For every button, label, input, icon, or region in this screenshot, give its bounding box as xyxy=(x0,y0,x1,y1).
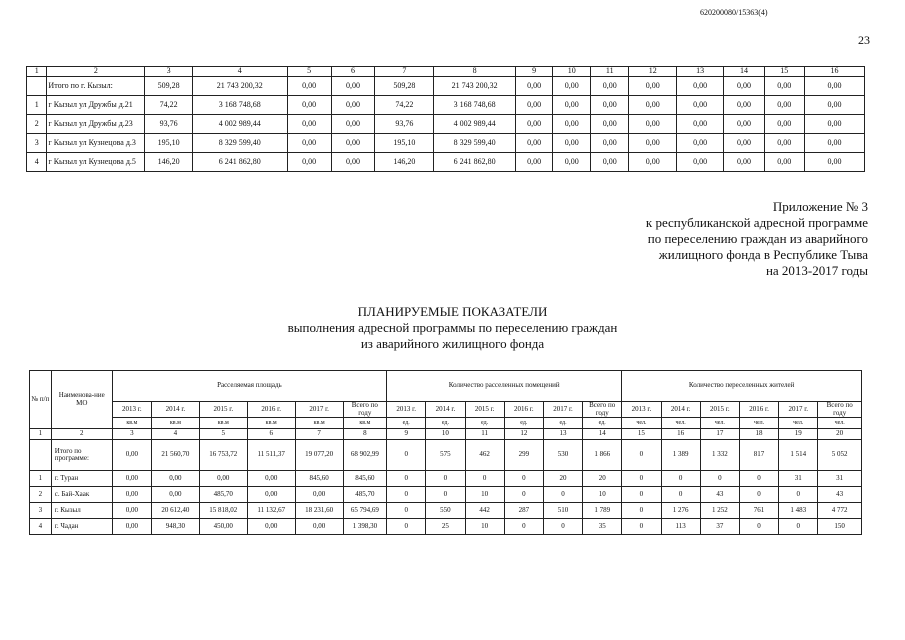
year-header: 2013 г. xyxy=(387,402,426,418)
table-cell: 0 xyxy=(622,471,661,487)
table-cell: 37 xyxy=(700,519,739,535)
top-table-cell: 74,22 xyxy=(375,96,434,115)
table-cell: 19 077,20 xyxy=(295,440,343,471)
table-cell: 0 xyxy=(543,487,582,503)
unit-header: кв.м xyxy=(151,418,199,429)
top-table-header-cell: 10 xyxy=(553,67,591,77)
unit-header: кв.м xyxy=(199,418,247,429)
table-cell: 0 xyxy=(739,519,778,535)
page-number: 23 xyxy=(858,33,870,47)
top-table-header-cell: 11 xyxy=(590,67,628,77)
unit-header: кв.м xyxy=(112,418,151,429)
table-cell: 0,00 xyxy=(295,519,343,535)
table-cell: 20 612,40 xyxy=(151,503,199,519)
table-cell: 43 xyxy=(700,487,739,503)
table-cell: Итого по программе: xyxy=(51,440,112,471)
table-cell: 1 389 xyxy=(661,440,700,471)
top-table-cell: 0,00 xyxy=(553,153,591,172)
top-table-cell: г Кызыл ул Дружбы д.21 xyxy=(47,96,145,115)
column-index-cell: 20 xyxy=(818,429,862,440)
top-table-cell: 0,00 xyxy=(764,115,804,134)
top-table-cell: 3 xyxy=(27,134,47,153)
column-index-cell: 9 xyxy=(387,429,426,440)
table-cell xyxy=(30,440,52,471)
top-table-cell: 2 xyxy=(27,115,47,134)
table-cell: 15 818,02 xyxy=(199,503,247,519)
table-cell: 25 xyxy=(426,519,465,535)
table-cell: 1 866 xyxy=(583,440,622,471)
year-header: Всего по году xyxy=(343,402,387,418)
table-cell: 442 xyxy=(465,503,504,519)
top-table-cell: 21 743 200,32 xyxy=(434,77,515,96)
table-cell: 35 xyxy=(583,519,622,535)
table-cell: 0,00 xyxy=(151,471,199,487)
table-cell: 0 xyxy=(387,519,426,535)
table-cell: 65 794,69 xyxy=(343,503,387,519)
top-table-cell: 1 xyxy=(27,96,47,115)
unit-header: ед. xyxy=(426,418,465,429)
table-cell: 510 xyxy=(543,503,582,519)
table-cell: 761 xyxy=(739,503,778,519)
top-table-header-cell: 9 xyxy=(515,67,553,77)
table-cell: 0,00 xyxy=(112,471,151,487)
top-table-cell: 0,00 xyxy=(287,134,331,153)
table-cell: 0,00 xyxy=(112,440,151,471)
table-cell: 0 xyxy=(622,503,661,519)
table-cell: 0 xyxy=(465,471,504,487)
top-table-cell: 0,00 xyxy=(515,115,553,134)
column-index-cell: 4 xyxy=(151,429,199,440)
table-cell: 5 052 xyxy=(818,440,862,471)
table-cell: 16 753,72 xyxy=(199,440,247,471)
table-cell: 4 xyxy=(30,519,52,535)
top-table-header-cell: 4 xyxy=(192,67,287,77)
table-cell: 0 xyxy=(426,471,465,487)
table-cell: 450,00 xyxy=(199,519,247,535)
table-cell: 150 xyxy=(818,519,862,535)
top-table-cell: 0,00 xyxy=(629,115,676,134)
table-cell: 0 xyxy=(426,487,465,503)
table-cell: 575 xyxy=(426,440,465,471)
top-table-cell: 0,00 xyxy=(287,153,331,172)
top-table-cell: 195,10 xyxy=(145,134,192,153)
table-cell: 0 xyxy=(504,519,543,535)
unit-header: чел. xyxy=(779,418,818,429)
table-cell: 43 xyxy=(818,487,862,503)
top-table xyxy=(26,66,865,172)
table-cell: 0,00 xyxy=(247,471,295,487)
table-cell: 1 xyxy=(30,471,52,487)
column-index-cell: 15 xyxy=(622,429,661,440)
top-table-cell: 0,00 xyxy=(676,96,723,115)
year-header: 2017 г. xyxy=(543,402,582,418)
table-cell: 18 231,60 xyxy=(295,503,343,519)
table-cell: 0,00 xyxy=(112,519,151,535)
table-cell: 0 xyxy=(543,519,582,535)
top-table-cell: 0,00 xyxy=(590,96,628,115)
top-table-header-cell: 15 xyxy=(764,67,804,77)
table-cell: 11 511,37 xyxy=(247,440,295,471)
unit-header: чел. xyxy=(661,418,700,429)
top-table-cell: г Кызыл ул Кузнецова д.3 xyxy=(47,134,145,153)
top-table-cell: 0,00 xyxy=(553,77,591,96)
table-cell: 20 xyxy=(583,471,622,487)
year-header: 2016 г. xyxy=(739,402,778,418)
top-table-cell: 0,00 xyxy=(287,115,331,134)
table-cell: 31 xyxy=(818,471,862,487)
column-index-cell: 12 xyxy=(504,429,543,440)
top-table-cell: 3 168 748,68 xyxy=(434,96,515,115)
top-table-header-cell: 2 xyxy=(47,67,145,77)
top-table-cell: 0,00 xyxy=(676,115,723,134)
column-index-cell: 11 xyxy=(465,429,504,440)
appendix-block xyxy=(646,199,868,279)
top-table-cell: 0,00 xyxy=(590,115,628,134)
top-table-row xyxy=(27,77,865,96)
unit-header: ед. xyxy=(387,418,426,429)
table-cell: 10 xyxy=(583,487,622,503)
appendix-line: на 2013-2017 годы xyxy=(765,263,868,278)
table-cell: 1 332 xyxy=(700,440,739,471)
table-cell: с. Бай-Хаак xyxy=(51,487,112,503)
table-cell: 1 276 xyxy=(661,503,700,519)
table-row xyxy=(30,487,862,503)
year-header: 2015 г. xyxy=(199,402,247,418)
table-cell: 287 xyxy=(504,503,543,519)
table-cell: 1 789 xyxy=(583,503,622,519)
unit-header: чел. xyxy=(622,418,661,429)
top-table-cell: 509,28 xyxy=(145,77,192,96)
year-header: Всего по году xyxy=(818,402,862,418)
table-cell: 0,00 xyxy=(247,487,295,503)
top-table-header-cell: 13 xyxy=(676,67,723,77)
table-cell: 462 xyxy=(465,440,504,471)
top-table-cell: 0,00 xyxy=(331,134,375,153)
appendix-line: по переселению граждан из аварийного xyxy=(647,231,868,246)
title-line: выполнения адресной программы по переселению граждан xyxy=(287,320,618,335)
table-cell: 1 252 xyxy=(700,503,739,519)
appendix-line: к республиканской адресной программе xyxy=(645,215,868,230)
top-table-cell: 0,00 xyxy=(590,153,628,172)
table-cell: 299 xyxy=(504,440,543,471)
top-table-cell: г Кызыл ул Дружбы д.23 xyxy=(47,115,145,134)
table-cell: 4 772 xyxy=(818,503,862,519)
table-cell: 20 xyxy=(543,471,582,487)
unit-header: чел. xyxy=(818,418,862,429)
group-rooms-header: Количество расселенных помещений xyxy=(387,371,622,402)
column-index-cell: 1 xyxy=(30,429,52,440)
column-index-cell: 16 xyxy=(661,429,700,440)
top-table-cell: 146,20 xyxy=(145,153,192,172)
table-cell: 0 xyxy=(504,471,543,487)
unit-header: ед. xyxy=(583,418,622,429)
top-table-cell: 0,00 xyxy=(515,134,553,153)
table-cell: 0 xyxy=(661,471,700,487)
top-table-cell: 0,00 xyxy=(515,77,553,96)
top-table-cell: 0,00 xyxy=(629,153,676,172)
col-num-header: № п/п xyxy=(30,371,52,429)
table-cell: 0,00 xyxy=(199,471,247,487)
top-table-cell: 0,00 xyxy=(804,134,864,153)
top-table-cell: 0,00 xyxy=(676,77,723,96)
top-table-cell: 0,00 xyxy=(629,134,676,153)
top-table-cell: 0,00 xyxy=(590,134,628,153)
top-table-header-cell: 7 xyxy=(375,67,434,77)
top-table-cell xyxy=(27,77,47,96)
table-cell: 0 xyxy=(739,471,778,487)
appendix-line: жилищного фонда в Республике Тыва xyxy=(658,247,868,262)
top-table-row xyxy=(27,96,865,115)
top-table-cell: 0,00 xyxy=(804,77,864,96)
top-table-header-cell: 3 xyxy=(145,67,192,77)
column-index-cell: 2 xyxy=(51,429,112,440)
top-table-cell: 74,22 xyxy=(145,96,192,115)
table-row xyxy=(30,471,862,487)
top-table-row xyxy=(27,134,865,153)
top-table-cell: 0,00 xyxy=(804,115,864,134)
table-cell: 1 514 xyxy=(779,440,818,471)
top-table-row xyxy=(27,115,865,134)
column-index-cell: 7 xyxy=(295,429,343,440)
top-table-cell: 0,00 xyxy=(724,77,764,96)
top-table-cell: 0,00 xyxy=(676,134,723,153)
column-index-cell: 19 xyxy=(779,429,818,440)
top-table-cell: 0,00 xyxy=(764,96,804,115)
year-header: 2013 г. xyxy=(112,402,151,418)
top-table-cell: 21 743 200,32 xyxy=(192,77,287,96)
unit-header: чел. xyxy=(739,418,778,429)
top-table-cell: 0,00 xyxy=(287,96,331,115)
top-table-header-cell: 12 xyxy=(629,67,676,77)
appendix-line: Приложение № 3 xyxy=(772,199,868,214)
group-area-header: Расселяемая площадь xyxy=(112,371,386,402)
year-header: 2014 г. xyxy=(151,402,199,418)
top-table-cell: 0,00 xyxy=(724,153,764,172)
document-id: 620200080/15363(4) xyxy=(700,8,768,17)
top-table-cell: 6 241 862,80 xyxy=(192,153,287,172)
top-table-cell: 0,00 xyxy=(515,96,553,115)
top-table-header-cell: 14 xyxy=(724,67,764,77)
year-header: 2014 г. xyxy=(661,402,700,418)
unit-header: кв.м xyxy=(295,418,343,429)
column-index-cell: 5 xyxy=(199,429,247,440)
column-index-cell: 14 xyxy=(583,429,622,440)
year-header: 2015 г. xyxy=(465,402,504,418)
table-cell: 817 xyxy=(739,440,778,471)
table-cell: 0 xyxy=(661,487,700,503)
table-cell: 3 xyxy=(30,503,52,519)
table-cell: 948,30 xyxy=(151,519,199,535)
top-table-row xyxy=(27,153,865,172)
top-table-cell: 0,00 xyxy=(553,115,591,134)
table-cell: 0 xyxy=(700,471,739,487)
top-table-header-cell: 1 xyxy=(27,67,47,77)
group-people-header: Количество переселенных жителей xyxy=(622,371,862,402)
table-cell: 845,60 xyxy=(295,471,343,487)
top-table-cell: 0,00 xyxy=(764,77,804,96)
col-name-header: Наименова-ние МО xyxy=(51,371,112,429)
top-table-cell: 0,00 xyxy=(629,96,676,115)
table-cell: 0 xyxy=(387,440,426,471)
title-line: ПЛАНИРУЕМЫЕ ПОКАЗАТЕЛИ xyxy=(357,304,548,319)
table-cell: 0,00 xyxy=(151,487,199,503)
table-row xyxy=(30,503,862,519)
unit-header: кв.м xyxy=(247,418,295,429)
top-table-cell: 0,00 xyxy=(764,134,804,153)
top-table-cell: Итого по г. Кызыл: xyxy=(47,77,145,96)
top-table-cell: 0,00 xyxy=(724,115,764,134)
top-table-cell: 509,28 xyxy=(375,77,434,96)
table-cell: 0 xyxy=(504,487,543,503)
table-cell: г. Туран xyxy=(51,471,112,487)
table-cell: 845,60 xyxy=(343,471,387,487)
top-table-cell: 0,00 xyxy=(804,96,864,115)
top-table-cell: 0,00 xyxy=(590,77,628,96)
table-cell: 0,00 xyxy=(112,503,151,519)
table-cell: 550 xyxy=(426,503,465,519)
top-table-cell: 3 168 748,68 xyxy=(192,96,287,115)
table-cell: 0 xyxy=(622,440,661,471)
year-header: 2014 г. xyxy=(426,402,465,418)
indicators-table xyxy=(29,370,862,535)
year-header: 2016 г. xyxy=(247,402,295,418)
unit-header: ед. xyxy=(465,418,504,429)
table-cell: 485,70 xyxy=(199,487,247,503)
unit-header: ед. xyxy=(543,418,582,429)
column-index-cell: 8 xyxy=(343,429,387,440)
top-table-cell: 93,76 xyxy=(145,115,192,134)
table-row xyxy=(30,440,862,471)
table-cell: 31 xyxy=(779,471,818,487)
top-table-cell: 0,00 xyxy=(331,153,375,172)
table-cell: 68 902,99 xyxy=(343,440,387,471)
document-title xyxy=(0,304,905,352)
year-header: 2017 г. xyxy=(295,402,343,418)
table-cell: 2 xyxy=(30,487,52,503)
top-table-cell: 0,00 xyxy=(553,96,591,115)
table-cell: г. Кызыл xyxy=(51,503,112,519)
top-table-cell: 0,00 xyxy=(331,96,375,115)
column-index-cell: 6 xyxy=(247,429,295,440)
column-index-cell: 10 xyxy=(426,429,465,440)
top-table-header-cell: 8 xyxy=(434,67,515,77)
top-table-cell: 0,00 xyxy=(804,153,864,172)
column-index-cell: 18 xyxy=(739,429,778,440)
table-cell: 485,70 xyxy=(343,487,387,503)
unit-header: кв.м xyxy=(343,418,387,429)
top-table-header-cell: 5 xyxy=(287,67,331,77)
top-table-cell: 0,00 xyxy=(764,153,804,172)
year-header: 2013 г. xyxy=(622,402,661,418)
table-cell: 0 xyxy=(622,487,661,503)
top-table-cell: 0,00 xyxy=(553,134,591,153)
top-table-cell: 4 xyxy=(27,153,47,172)
table-cell: 0,00 xyxy=(112,487,151,503)
table-cell: 1 398,30 xyxy=(343,519,387,535)
top-table-cell: 0,00 xyxy=(331,115,375,134)
top-table-cell: 4 002 989,44 xyxy=(192,115,287,134)
table-cell: 0 xyxy=(387,487,426,503)
table-cell: 530 xyxy=(543,440,582,471)
unit-header: ед. xyxy=(504,418,543,429)
column-index-cell: 3 xyxy=(112,429,151,440)
table-cell: 0 xyxy=(387,471,426,487)
table-cell: 0 xyxy=(739,487,778,503)
year-header: 2015 г. xyxy=(700,402,739,418)
table-cell: 1 483 xyxy=(779,503,818,519)
top-table-cell: 0,00 xyxy=(629,77,676,96)
table-cell: 113 xyxy=(661,519,700,535)
top-table-cell: 8 329 599,40 xyxy=(192,134,287,153)
column-index-cell: 13 xyxy=(543,429,582,440)
top-table-cell: 146,20 xyxy=(375,153,434,172)
top-table-cell: 93,76 xyxy=(375,115,434,134)
top-table-cell: 4 002 989,44 xyxy=(434,115,515,134)
table-cell: 10 xyxy=(465,519,504,535)
table-cell: 0 xyxy=(622,519,661,535)
table-cell: 0 xyxy=(387,503,426,519)
top-table-cell: 0,00 xyxy=(331,77,375,96)
column-index-cell: 17 xyxy=(700,429,739,440)
top-table-cell: 0,00 xyxy=(676,153,723,172)
top-table-cell: 0,00 xyxy=(287,77,331,96)
title-line: из аварийного жилищного фонда xyxy=(360,336,545,351)
table-cell: г. Чадан xyxy=(51,519,112,535)
top-table-cell: 0,00 xyxy=(724,96,764,115)
top-table-cell: 0,00 xyxy=(724,134,764,153)
table-row xyxy=(30,519,862,535)
year-header: Всего по году xyxy=(583,402,622,418)
top-table-header-cell: 6 xyxy=(331,67,375,77)
table-cell: 10 xyxy=(465,487,504,503)
top-table-header-cell: 16 xyxy=(804,67,864,77)
top-table-cell: г Кызыл ул Кузнецова д.5 xyxy=(47,153,145,172)
top-table-cell: 6 241 862,80 xyxy=(434,153,515,172)
table-cell: 0 xyxy=(779,519,818,535)
top-table-cell: 195,10 xyxy=(375,134,434,153)
top-table-cell: 0,00 xyxy=(515,153,553,172)
table-cell: 0,00 xyxy=(295,487,343,503)
year-header: 2017 г. xyxy=(779,402,818,418)
table-cell: 21 560,70 xyxy=(151,440,199,471)
table-cell: 0 xyxy=(779,487,818,503)
unit-header: чел. xyxy=(700,418,739,429)
year-header: 2016 г. xyxy=(504,402,543,418)
top-table-cell: 8 329 599,40 xyxy=(434,134,515,153)
table-cell: 11 132,67 xyxy=(247,503,295,519)
table-cell: 0,00 xyxy=(247,519,295,535)
